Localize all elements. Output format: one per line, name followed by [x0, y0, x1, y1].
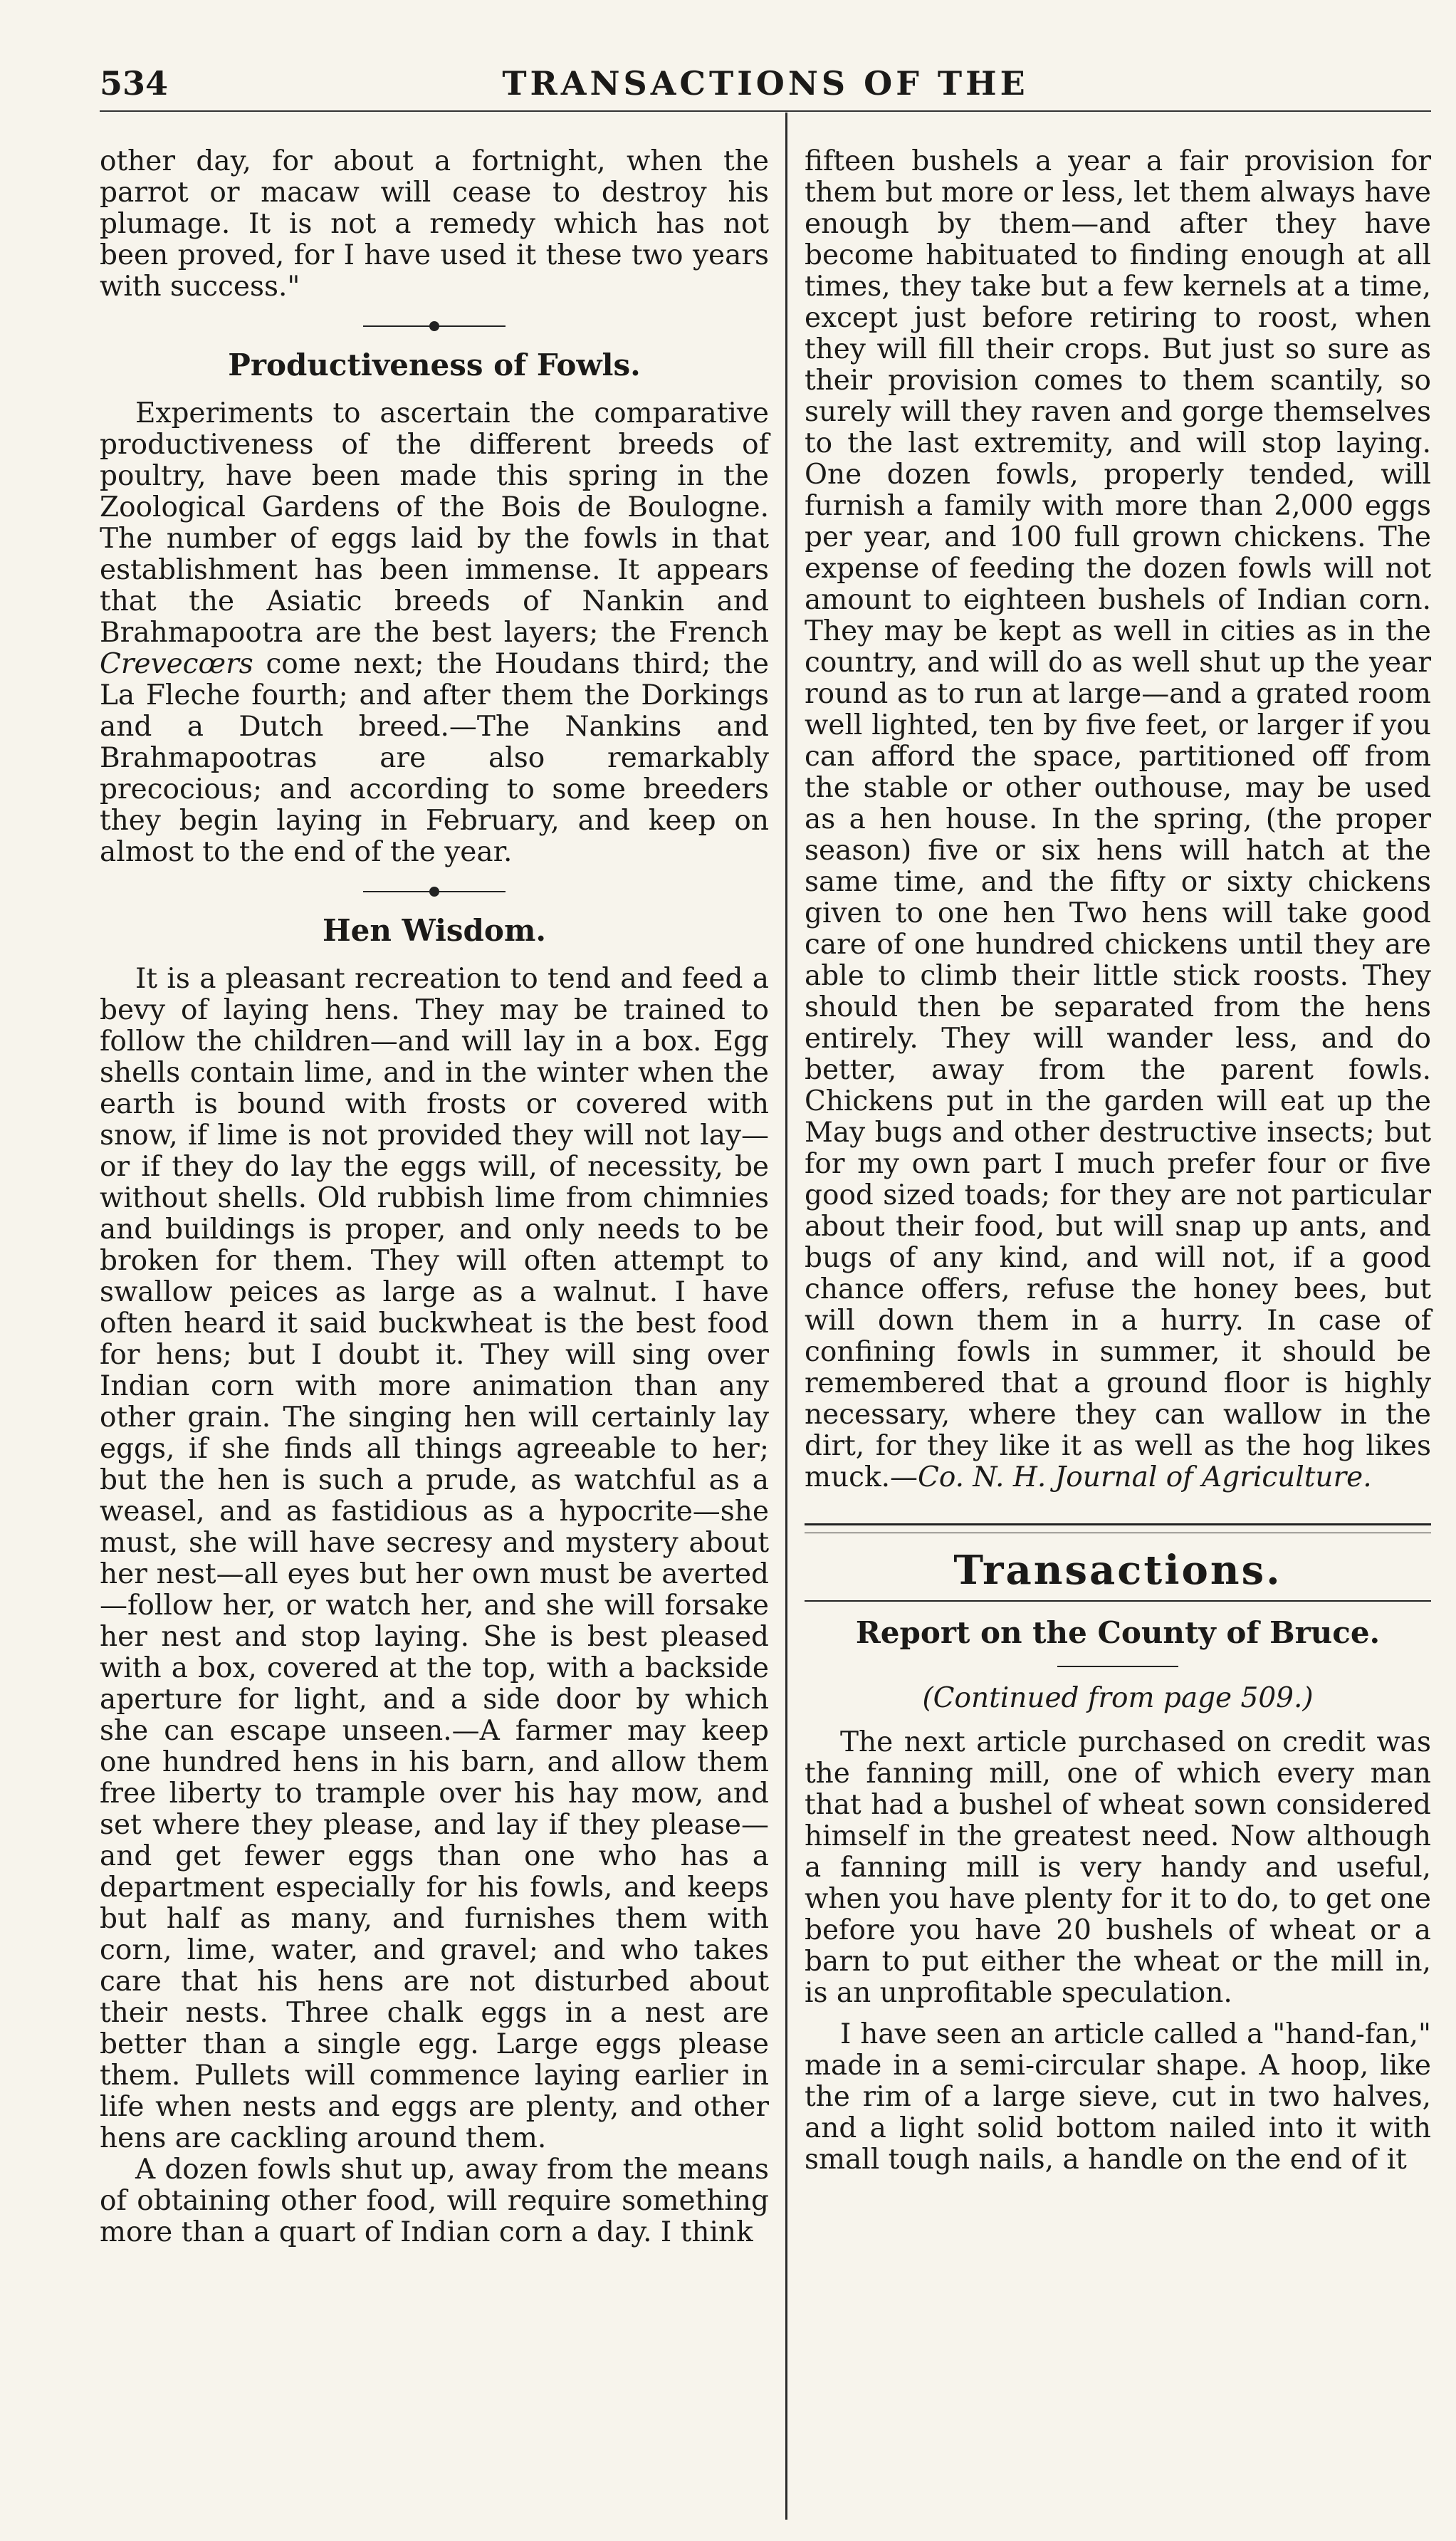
continued-note: (Continued from page 509.) — [922, 1682, 1314, 1714]
breed-name-italic: Crevecœrs — [100, 648, 253, 680]
section-heading-productiveness: Productiveness of Fowls. — [228, 348, 641, 382]
section-heading-hen-wisdom: Hen Wisdom. — [322, 913, 547, 948]
report-paragraph-1: The next article purchased on credit was the fanning mill, one of which every man that had a bushel of wheat sown considered himself in the greatest need. Now although a fanning mill is very handy and useful, when you have plenty for it to do, to get one before you have 20 bushels of wheat or a barn to put either the wheat or the mill in, is an unprofitable speculation. — [805, 1726, 1431, 2009]
header-rule — [100, 110, 1431, 112]
left-column — [100, 146, 769, 2248]
intro-paragraph: other day, for about a fortnight, when the parrot or macaw will cease to destroy his plumage. It is not a remedy which has not been proved, for I have used it these two years with success." — [100, 145, 769, 303]
section-double-rule — [805, 1523, 1431, 1533]
heading-rule — [805, 1600, 1431, 1602]
report-paragraph-2: I have seen an article called a "hand-fan," made in a semi-circular shape. A hoop, like the rim of a large sieve, cut in two halves, and a light solid bottom nailed into it with small tough nails, a handle on the end of it — [805, 2018, 1431, 2176]
continuation-text: fifteen bushels a year a fair provision for them but more or less, let them always have enough by them—and after they have become habituated to finding enough at all times, they take but a few kernels at a time, except just before retiring to roost, when they will fill their crops. But just so sure as their provision comes to them scantily, so surely will they raven and gorge themselves to the last extremity, and will stop laying. One dozen fowls, properly tended, will furnish a family with more than 2,000 eggs per year, and 100 full grown chickens. The expense of feeding the dozen fowls will not amount to eighteen bushels of Indian corn. They may be kept as well in cities as in the country, and will do as well shut up the year round as to run at large—and a grated room well lighted, ten by five feet, or larger if you can afford the space, partitioned off from the stable or other outhouse, may be used as a hen house. In the spring, (the proper season) five or six hens will hatch at the same time, and the fifty or sixty chickens given to one hen Two hens will take good care of one hundred chickens until they are able to climb their little stick roosts. They should then be separated from the hens entirely. They will wander less, and do better, away from the parent fowls. Chickens put in the garden will eat up the May bugs and other destructive insects; but for my own part I much prefer four or five good sized toads; for they are not particular about their food, but will snap up ants, and bugs of any kind, and will not, if a good chance offers, refuse the honey bees, but will down them in a hurry. In case of confining fowls in summer, it should be remembered that a ground floor is highly necessary, where they can wallow in the dirt, for they like it as well as the hog likes muck.— — [805, 145, 1431, 1493]
section-heading-transactions: Transactions. — [953, 1547, 1282, 1594]
productiveness-text: Experiments to ascertain the comparative productiveness of the different breeds of poultry, have been made this spring in the Zoological Gardens of the Bois de Boulogne. The number of eggs laid by the fowls in that establishment has been immense. It appears that the Asiatic breeds of Nankin and Brahmapootra are the best layers; the French — [100, 397, 769, 649]
source-citation: Co. N. H. Journal of Agriculture. — [917, 1461, 1372, 1493]
productiveness-text-end: come next; the Houdans third; the La Fleche fourth; and after them the Dorkings and a Dutch breed.—The Nankins and Brahmapootras are also remarkably precocious; and according to some breeders they begin laying in February, and keep on almost to the end of the year. — [100, 648, 769, 868]
running-head: TRANSACTIONS OF THE — [502, 64, 1029, 103]
section-separator — [363, 318, 506, 334]
page-header — [100, 50, 1431, 107]
section-separator — [363, 884, 506, 899]
hen-wisdom-paragraph-1: It is a pleasant recreation to tend and feed a bevy of laying hens. They may be trained to follow the children—and will lay in a box. Egg shells contain lime, and in the winter when the earth is bound with frosts or covered with snow, if lime is not provided they will not lay—or if they do lay the eggs will, of necessity, be without shells. Old rubbish lime from chimnies and buildings is proper, and only needs to be broken for them. They will often attempt to swallow peices as large as a walnut. I have often heard it said buckwheat is the best food for hens; but I doubt it. They will sing over Indian corn with more animation than any other grain. The singing hen will certainly lay eggs, if she finds all things agreeable to her; but the hen is such a prude, as watchful as a weasel, and as fastidious as a hypocrite—she must, she will have secresy and mystery about her nest—all eyes but her own must be averted—follow her, or watch her, and she will forsake her nest and stop laying. She is best pleased with a box, covered at the top, with a backside aperture for light, and a side door by which she can escape unseen.—A farmer may keep one hundred hens in his barn, and allow them free liberty to trample over his hay mow, and set where they please, and lay if they please—and get fewer eggs than one who has a department especially for his fowls, and keeps but half as many, and furnishes them with corn, lime, water, and gravel; and who takes care that his hens are not disturbed about their nests. Three chalk eggs in a nest are better than a single egg. Large eggs please them. Pullets will commence laying earlier in life when nests and eggs are plenty, and other hens are cackling around them. — [100, 963, 769, 2154]
column-divider — [785, 113, 787, 2520]
page-number: 534 — [100, 64, 169, 103]
report-title-rule — [1057, 1666, 1178, 1667]
productiveness-paragraph — [100, 398, 769, 868]
continuation-paragraph — [805, 146, 1431, 1493]
report-title: Report on the County of Bruce. — [855, 1615, 1381, 1650]
hen-wisdom-paragraph-2: A dozen fowls shut up, away from the means of obtaining other food, will require something more than a quart of Indian corn a day. I think — [100, 2154, 769, 2248]
right-column — [805, 146, 1431, 2176]
